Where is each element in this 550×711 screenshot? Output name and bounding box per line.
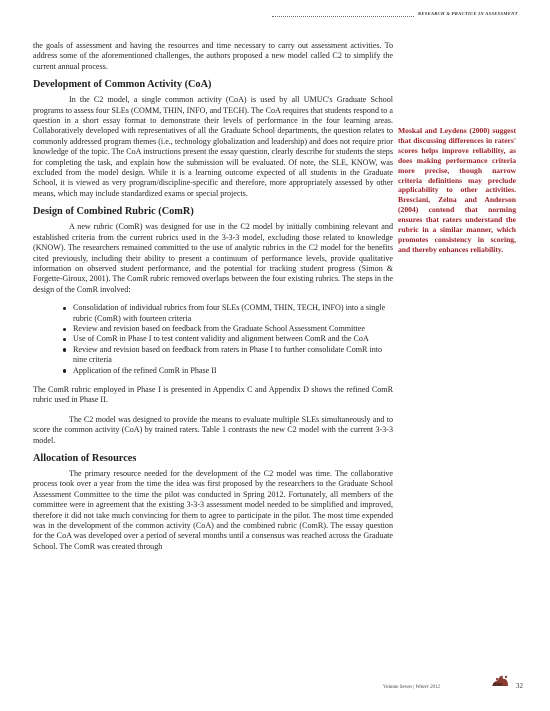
list-item: Consolidation of individual rubrics from four SLEs (COMM, THIN, TECH, INFO) into a single rubric (ComR) with fourteen criteria — [63, 303, 393, 324]
header-dotted-rule — [272, 16, 414, 17]
rpa-logo-icon — [490, 672, 510, 690]
article-body — [33, 41, 393, 552]
c2-model-paragraph: The C2 model was designed to provide the means to evaluate multiple SLEs simultaneously and to score the common activity (CoA) by trained raters. Table 1 contrasts the new C2 model with the current 3-3-3 model. — [33, 414, 393, 445]
coa-paragraph: In the C2 model, a single common activity (CoA) is used by all UMUC's Graduate School programs to assess four SLEs (COMM, THIN, INFO, and TECH). The CoA requires that students respond to a question in a short essay format to demonstrate their levels of performance in the four learning areas. Collaboratively developed with representatives of all the Graduate School departments, the question relates to commonly addressed program themes (i.e., technology globalization and leadership) and does not require prior knowledge of the topic. The CoA instructions present the essay question, clearly describe for students the steps for completing the task, and explain how the submission will be evaluated. Of note, the SLE, KNOW, was excluded from the model design. While it is a learning outcome expected of all students in the Graduate School, it is viewed as very program/discipline-specific and therefore, more appropriately assessed by other means, which may include standardized exams or special projects. — [33, 95, 393, 198]
intro-paragraph: the goals of assessment and having the resources and time necessary to carry out assessment activities. To address some of the aforementioned challenges, the authors proposed a new model called C2 to simplify the current annual process. — [33, 41, 393, 71]
resources-paragraph: The primary resource needed for the development of the C2 model was time. The collaborative process took over a year from the time the idea was first proposed by the researchers to the Graduate School Assessment Committee to the time the pilot was conducted in Spring 2012. Fortunately, all members of the committee were in agreement that the existing 3-3-3 assessment model needed to be simplified and improved, therefore it did not take much convincing for them to agree to participate in the pilot. The most time expended was in the development of the common activity (CoA) and the combined rubric (ComR). The essay question for the CoA was developed over a period of several months until a consensus was reached across the Graduate School. The ComR was created through — [33, 469, 393, 551]
section-heading-development-of-coa: Development of Common Activity (CoA) — [33, 79, 212, 91]
list-item: Application of the refined ComR in Phase II — [63, 366, 393, 376]
comr-steps-list — [33, 303, 393, 376]
page-number: 32 — [516, 682, 523, 690]
rpa-logo-text: RPA — [493, 682, 503, 687]
sidebar-pull-quote: Moskal and Leydens (2000) suggest that discussing differences in raters' scores helps improve reliability, as does making performance criteria more precise, though narrow criteria definitions may preclude applicability to other activities. Bresciani, Zelna and Anderson (2004) contend that norming ensures that raters understand the rubric in a similar manner, which promotes consistency in scoring, and thereby enhances reliability. — [398, 126, 516, 254]
appendix-paragraph: The ComR rubric employed in Phase I is presented in Appendix C and Appendix D shows the refined ComR rubric used in Phase II. — [33, 384, 393, 405]
footer-issue: Winter 2012 — [415, 685, 441, 690]
footer-separator: | — [411, 685, 416, 690]
footer-volume: Volume Seven — [383, 685, 412, 690]
list-item: Review and revision based on feedback from raters in Phase I to further consolidate ComR into nine criteria — [63, 345, 393, 366]
list-item: Use of ComR in Phase I to test content validity and alignment between ComR and the CoA — [63, 334, 393, 344]
footer-issue-info — [383, 685, 440, 690]
section-heading-allocation-of-resources: Allocation of Resources — [33, 453, 137, 464]
section-heading-design-of-comr: Design of Combined Rubric (ComR) — [33, 206, 194, 218]
running-head: RESEARCH & PRACTICE IN ASSESSMENT — [418, 11, 518, 16]
comr-paragraph: A new rubric (ComR) was designed for use in the C2 model by initially combining relevant and established criteria from the current rubrics used in the 3-3-3 model, excluding those related to knowledge (KNOW). The researchers remained committed to the use of analytic rubrics in the C2 model for the benefits cited previously, including their ability to present a continuum of performance levels, provide qualitative information on observed student performance, and the potential for tracking student progress (Simon & Forgette-Giroux, 2001). The ComR rubric removed overlaps between the four existing rubrics. The steps in the design of the ComR involved: — [33, 222, 393, 294]
list-item: Review and revision based on feedback from the Graduate School Assessment Committee — [63, 324, 393, 334]
